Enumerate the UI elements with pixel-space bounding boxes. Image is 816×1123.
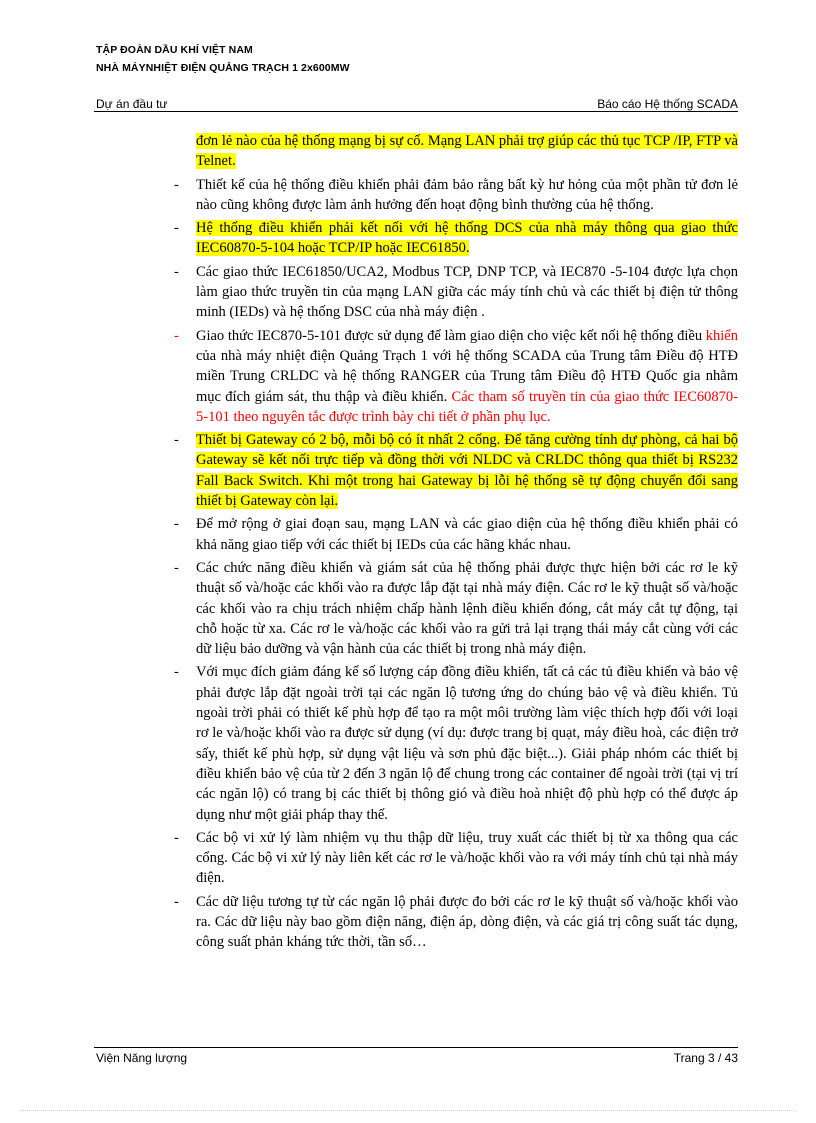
bullet-dash: - bbox=[174, 664, 179, 681]
paragraph-continuation bbox=[174, 131, 738, 172]
bullet-dash: - bbox=[174, 176, 179, 193]
list-item bbox=[174, 514, 738, 555]
list-item bbox=[174, 326, 738, 427]
list-item bbox=[174, 218, 738, 259]
bullet-dash: - bbox=[174, 893, 179, 910]
bullet-dash: - bbox=[174, 432, 179, 449]
footer-divider bbox=[94, 1047, 738, 1048]
list-item-text: Các dữ liệu tương tự từ các ngăn lộ phải được đo bởi các rơ le kỹ thuật số và/hoặc khối vào ra. Các dữ liệu này bao gồm điện năng, điện áp, dòng điện, và các giá trị công suất tác dụng, công suất phản kháng tức thời, tần số… bbox=[196, 893, 738, 951]
organization-name: TẬP ĐOÀN DẦU KHÍ VIỆT NAM bbox=[96, 44, 253, 56]
bullet-dash: - bbox=[174, 263, 179, 280]
bullet-dash: - bbox=[174, 559, 179, 576]
list-item bbox=[174, 175, 738, 216]
list-item-text: của nhà máy nhiệt điện Quảng Trạch 1 với hệ thống SCADA của Trung tâm Điều độ HTĐ miền Trung CRLDC và hệ thống RANGER của Trung tâm Điều độ HTĐ Quốc gia nhằm mục đích giám sát, thu thập và điều khiển. bbox=[196, 347, 738, 405]
plant-name: NHÀ MÁYNHIỆT ĐIỆN QUẢNG TRẠCH 1 2x600MW bbox=[96, 62, 350, 74]
page-number: Trang 3 / 43 bbox=[673, 1051, 738, 1065]
list-item-text: Các bộ vi xử lý làm nhiệm vụ thu thập dữ liệu, truy xuất các thiết bị từ xa thông qua các cổng. Các bộ vi xử lý này liên kết các rơ le và/hoặc khối vào ra với máy tính chủ tại nhà máy điện. bbox=[196, 829, 738, 887]
red-text: Các tham số truyền tin của giao thức IEC60870-5-101 theo nguyên tắc được trình bày chi tiết ở phần phụ lục. bbox=[196, 388, 739, 425]
list-item bbox=[174, 892, 738, 953]
header-report-title: Báo cáo Hệ thống SCADA bbox=[597, 97, 738, 111]
list-item bbox=[174, 828, 738, 889]
list-item-text: Các chức năng điều khiển và giám sát của hệ thống phải được thực hiện bởi các rơ le kỹ thuật số và/hoặc các khối vào ra được lắp đặt tại nhà máy điện. Các rơ le kỹ thuật số và/hoặc các khối vào ra chịu trách nhiệm chấp hành lệnh điều khiển đóng, cắt máy cắt tự động, tại chỗ hoặc từ xa. Các rơ le và/hoặc các khối vào ra gửi trả lại trạng thái máy cắt cùng với các dữ liệu bảo dưỡng và vận hành của các thiết bị trong nhà máy điện. bbox=[196, 559, 738, 658]
list-item-text: Để mở rộng ở giai đoạn sau, mạng LAN và các giao diện của hệ thống điều khiển phải có khả năng giao tiếp với các thiết bị IEDs của các hãng khác nhau. bbox=[196, 516, 738, 553]
bullet-dash: - bbox=[174, 220, 179, 237]
list-item bbox=[174, 430, 738, 511]
document-body bbox=[174, 131, 738, 956]
header-divider bbox=[94, 111, 738, 112]
list-item bbox=[174, 662, 738, 824]
list-item bbox=[174, 262, 738, 323]
list-item-text: Thiết kế của hệ thống điều khiển phải đảm bảo rằng bất kỳ hư hỏng của một phần tử đơn lẻ nào cũng không được làm ảnh hưởng đến hoạt động bình thường của hệ thống. bbox=[196, 176, 738, 213]
highlighted-text: Hệ thống điều khiển phải kết nối với hệ thống DCS của nhà máy thông qua giao thức IEC60870-5-104 hoặc TCP/IP hoặc IEC61850. bbox=[196, 220, 738, 257]
list-item-text: Các giao thức IEC61850/UCA2, Modbus TCP, DNP TCP, và IEC870 -5-104 được lựa chọn làm giao thức truyền tin của mạng LAN giữa các máy tính chủ và các thiết bị điện tử thông minh (IEDs) và hệ thống DSC của nhà máy điện . bbox=[196, 263, 738, 321]
highlighted-text: đơn lẻ nào của hệ thống mạng bị sự cố. Mạng LAN phải trợ giúp các thủ tục TCP /IP, FTP và Telnet. bbox=[196, 133, 738, 170]
bullet-dash: - bbox=[174, 516, 179, 533]
highlighted-text: Thiết bị Gateway có 2 bộ, mỗi bộ có ít nhất 2 cổng. Để tăng cường tính dự phòng, cả hai bộ Gateway sẽ kết nối trực tiếp và đồng thời với NLDC và CRLDC thông qua thiết bị RS232 Fall Back Switch. Khi một trong hai Gateway bị lỗi hệ thống sẽ tự động chuyển đổi sang thiết bị Gateway còn lại. bbox=[196, 432, 738, 510]
list-item-text: Với mục đích giảm đáng kể số lượng cáp đồng điều khiển, tất cả các tủ điều khiển và bảo vệ phải được lắp đặt ngoài trời tại các ngăn lộ tương ứng do chúng bảo vệ và điều khiển. Tủ ngoài trời phải có thiết kế phù hợp để tạo ra một môi trường làm việc thích hợp đối với loại rơ le và/hoặc khối vào ra được sử dụng (ví dụ: được trang bị quạt, máy điều hoà, các điện trở sấy, thiết kế phù hợp, sử dụng vật liệu và sơn phủ đặc biệt...). Giải pháp nhóm các thiết bị điều khiển bảo vệ của từ 2 đến 3 ngăn lộ để chung trong các container để ngoài trời (tại vị trí các ngăn lộ) có trang bị các thiết bị thông gió và điều hoà nhiệt độ phù hợp có thể được áp dụng như một giải pháp thay thế. bbox=[196, 664, 738, 823]
page-bottom-edge bbox=[20, 1110, 796, 1111]
bullet-dash: - bbox=[174, 327, 179, 344]
list-item bbox=[174, 558, 738, 659]
footer-institute: Viện Năng lượng bbox=[96, 1051, 188, 1065]
header-project-label: Dự án đầu tư bbox=[96, 97, 168, 111]
red-text: khiển bbox=[705, 327, 738, 344]
bullet-dash: - bbox=[174, 829, 179, 846]
list-item-text: Giao thức IEC870-5-101 được sử dụng để làm giao diện cho việc kết nối hệ thống điều bbox=[196, 327, 706, 344]
